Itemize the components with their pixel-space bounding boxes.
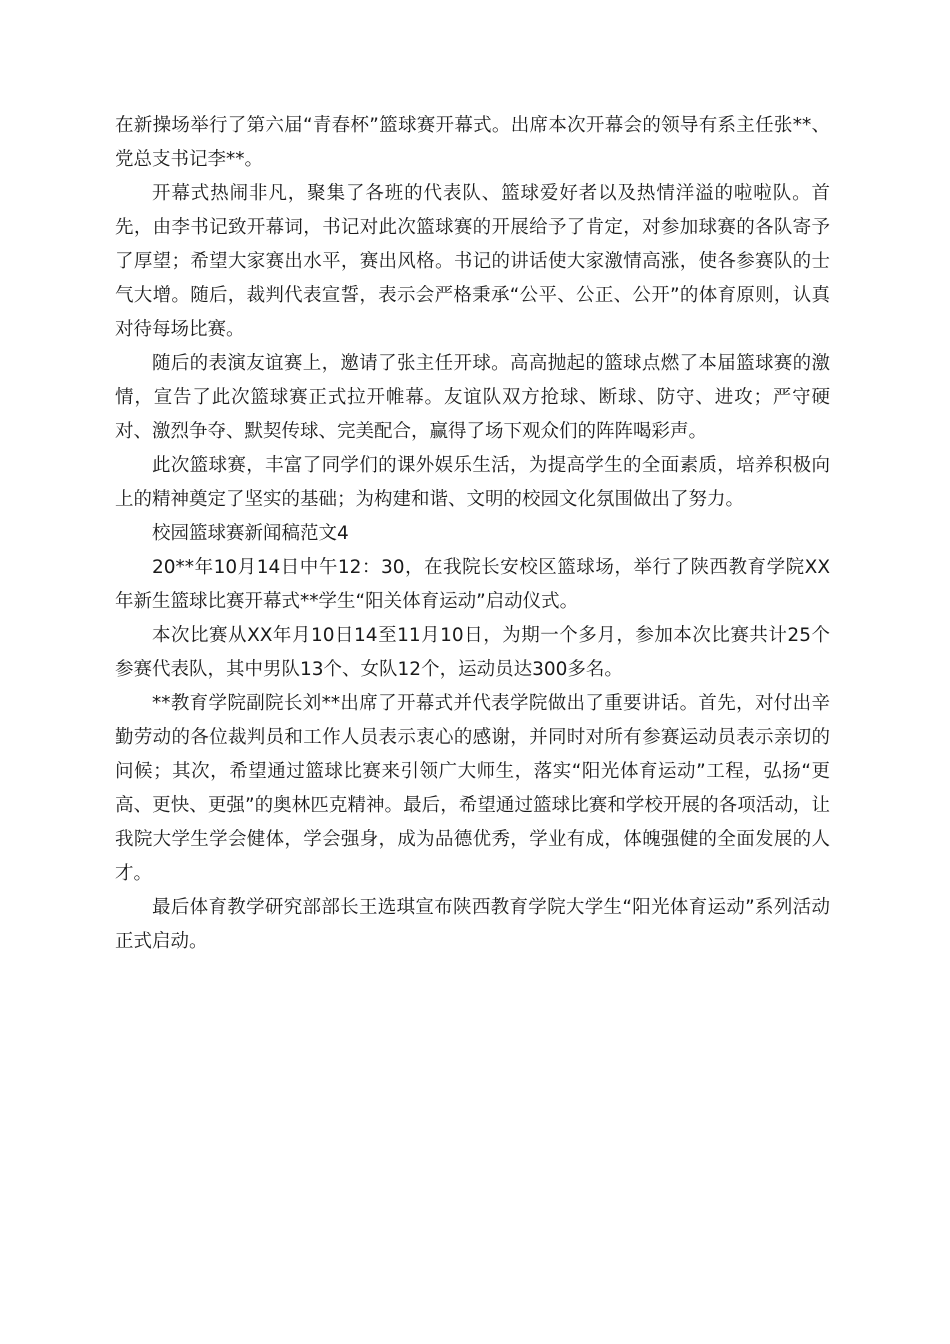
paragraph-opening-continued: 在新操场举行了第六届“青春杯”篮球赛开幕式。出席本次开幕会的领导有系主任张**、党总支书记李**。 bbox=[115, 115, 830, 170]
paragraph-closing: 最后体育教学研究部部长王选琪宣布陕西教育学院大学生“阳光体育运动”系列活动正式启动。 bbox=[115, 897, 830, 952]
paragraph-significance: 此次篮球赛，丰富了同学们的课外娱乐生活，为提高学生的全面素质，培养积极向上的精神奠定了坚实的基础；为构建和谐、文明的校园文化氛围做出了努力。 bbox=[115, 455, 830, 510]
paragraph-ceremony-atmosphere: 开幕式热闹非凡，聚集了各班的代表队、篮球爱好者以及热情洋溢的啦啦队。首先，由李书记致开幕词，书记对此次篮球赛的开展给予了肯定，对参加球赛的各队寄予了厚望；希望大家赛出水平，赛出风格。书记的讲话使大家激情高涨，使各参赛队的士气大增。随后，裁判代表宣誓，表示会严格秉承“公平、公正、公开”的体育原则，认真对待每场比赛。 bbox=[115, 183, 830, 340]
document-body bbox=[115, 109, 830, 959]
section-heading: 校园篮球赛新闻稿范文4 bbox=[152, 523, 349, 544]
paragraph-event-date: 20**年10月14日中午12：30，在我院长安校区篮球场，举行了陕西教育学院XX年新生篮球比赛开幕式**学生“阳关体育运动”启动仪式。 bbox=[115, 557, 830, 612]
paragraph-vice-president-speech: **教育学院副院长刘**出席了开幕式并代表学院做出了重要讲话。首先，对付出辛勤劳动的各位裁判员和工作人员表示衷心的感谢，并同时对所有参赛运动员表示亲切的问候；其次，希望通过篮球比赛来引领广大师生，落实“阳光体育运动”工程，弘扬“更高、更快、更强”的奥林匹克精神。最后，希望通过篮球比赛和学校开展的各项活动，让我院大学生学会健体，学会强身，成为品德优秀，学业有成，体魄强健的全面发展的人才。 bbox=[115, 693, 830, 884]
paragraph-competition-scope: 本次比赛从XX年月10日14至11月10日，为期一个多月，参加本次比赛共计25个参赛代表队，其中男队13个、女队12个，运动员达300多名。 bbox=[115, 625, 830, 680]
paragraph-friendly-match: 随后的表演友谊赛上，邀请了张主任开球。高高抛起的篮球点燃了本届篮球赛的激情，宣告了此次篮球赛正式拉开帷幕。友谊队双方抢球、断球、防守、进攻；严守硬对、激烈争夺、默契传球、完美配合，赢得了场下观众们的阵阵喝彩声。 bbox=[115, 353, 830, 442]
